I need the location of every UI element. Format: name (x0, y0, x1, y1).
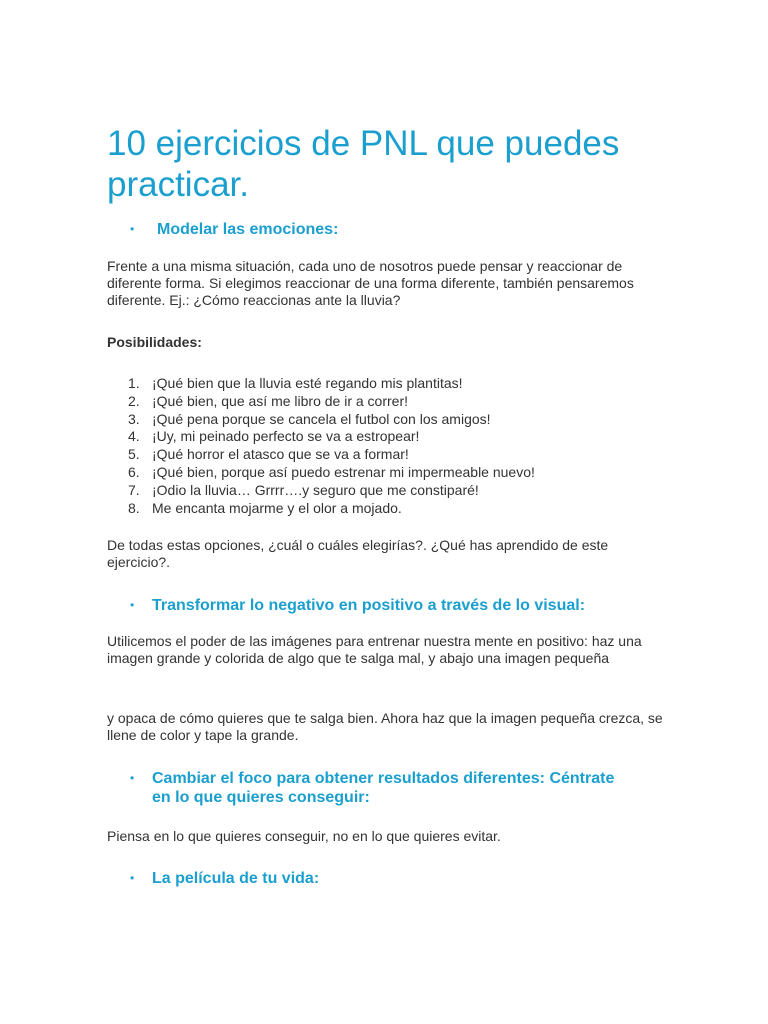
list-item (107, 500, 535, 518)
possibilities-label: Posibilidades: (107, 334, 202, 350)
section-heading-text: Cambiar el foco para obtener resultados diferentes: Céntrate (152, 770, 615, 787)
list-item-number: 4. (128, 428, 140, 445)
section-heading-text: La película de tu vida: (152, 870, 320, 887)
list-item-number: 2. (128, 392, 140, 409)
possibilities-list (107, 375, 535, 517)
bullet-icon: • (130, 771, 135, 785)
section-closing-paragraph: De todas estas opciones, ¿cuál o cuáles elegirías?. ¿Qué has aprendido de este ejercicio?. (107, 537, 609, 570)
list-item (107, 411, 535, 429)
list-item-number: 6. (128, 463, 140, 480)
list-item (107, 393, 535, 411)
list-item-text: ¡Uy, mi peinado perfecto se va a estropear! (152, 428, 420, 445)
document-title: 10 ejercicios de PNL que puedes practicar. (107, 124, 620, 204)
section-heading-modelar-emociones (130, 220, 339, 239)
list-item-text: ¡Qué pena porque se cancela el futbol con los amigos! (152, 410, 491, 427)
list-item (107, 446, 535, 464)
list-item-number: 7. (128, 481, 140, 498)
list-item-text: ¡Qué bien, que así me libro de ir a correr! (152, 392, 409, 409)
bullet-icon: • (130, 222, 135, 236)
list-item-number: 1. (128, 375, 140, 391)
bullet-icon: • (130, 871, 135, 885)
section-paragraph: y opaca de cómo quieres que te salga bien. Ahora haz que la imagen pequeña crezca, se llene de color y tape la grande. (107, 710, 663, 743)
list-item-number: 5. (128, 446, 140, 463)
list-item (107, 464, 535, 482)
list-item-text: ¡Qué bien que la lluvia esté regando mis plantitas! (152, 375, 463, 391)
list-item-number: 3. (128, 410, 140, 427)
list-item (107, 482, 535, 500)
list-item-text: ¡Odio la lluvia… Grrrr….y seguro que me constiparé! (152, 481, 479, 498)
list-item-text: Me encanta mojarme y el olor a mojado. (152, 499, 402, 516)
list-item-number: 8. (128, 499, 140, 516)
section-paragraph: Utilicemos el poder de las imágenes para entrenar nuestra mente en positivo: haz una imagen grande y colorida de algo que te salga mal, y abajo una imagen pequeña (107, 633, 642, 666)
list-item-text: ¡Qué horror el atasco que se va a formar! (152, 446, 409, 463)
list-item (107, 428, 535, 446)
bullet-icon: • (130, 598, 135, 612)
section-heading-text: Transformar lo negativo en positivo a través de lo visual: (152, 597, 586, 614)
section-heading-cambiar-foco (130, 769, 615, 807)
list-item (107, 375, 535, 393)
section-paragraph: Piensa en lo que quieres conseguir, no en lo que quieres evitar. (107, 828, 501, 844)
section-heading-transformar-negativo (130, 596, 586, 615)
section-heading-text: en lo que quieres conseguir: (152, 789, 370, 806)
section-heading-text: Modelar las emociones: (157, 221, 339, 238)
section-intro-paragraph: Frente a una misma situación, cada uno de nosotros puede pensar y reaccionar de diferente forma. Si elegimos reaccionar de una forma diferente, también pensaremos diferente. Ej.: ¿Cómo reaccionas ante la lluvia? (107, 258, 634, 308)
section-heading-pelicula-vida (130, 869, 320, 888)
list-item-text: ¡Qué bien, porque así puedo estrenar mi impermeable nuevo! (152, 463, 535, 480)
